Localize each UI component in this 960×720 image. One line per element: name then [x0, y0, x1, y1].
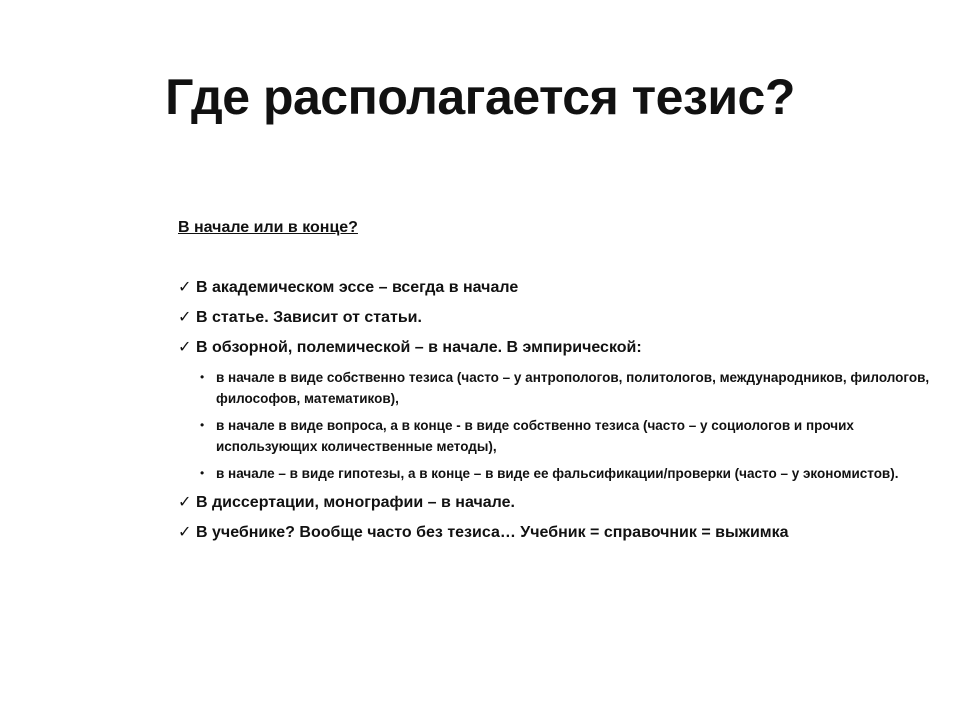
- checkmark-icon: ✓: [178, 339, 192, 356]
- slide-title: Где располагается тезис?: [165, 69, 795, 125]
- sub-list-item: [178, 415, 936, 457]
- list-item-text: В диссертации, монографии – в начале.: [196, 494, 515, 511]
- bullet-icon: •: [200, 418, 205, 432]
- bullet-list: [178, 277, 938, 544]
- slide-content: [178, 216, 938, 552]
- list-item-text: В статье. Зависит от статьи.: [196, 309, 422, 326]
- sub-list-item: [178, 463, 936, 484]
- sub-list-item-text: в начале в виде собственно тезиса (часто – у антропологов, политологов, международников, филологов, философов, математиков),: [216, 370, 930, 406]
- list-item-text: В учебнике? Вообще часто без тезиса… Учебник = справочник = выжимка: [196, 524, 789, 541]
- list-item-text: В академическом эссе – всегда в начале: [196, 279, 519, 296]
- sub-list-item: [178, 367, 936, 409]
- list-item: [178, 522, 938, 544]
- bullet-icon: •: [200, 370, 205, 384]
- sub-list-item-text: в начале – в виде гипотезы, а в конце – в виде ее фальсификации/проверки (часто – у экономистов).: [216, 466, 899, 481]
- slide-subtitle: В начале или в конце?: [178, 219, 358, 236]
- list-item: [178, 337, 938, 484]
- list-item: [178, 307, 938, 329]
- checkmark-icon: ✓: [178, 309, 192, 326]
- sub-list-item-text: в начале в виде вопроса, а в конце - в виде собственно тезиса (часто – у социологов и прочих использующих количественные методы),: [216, 418, 854, 454]
- bullet-icon: •: [200, 466, 205, 480]
- checkmark-icon: ✓: [178, 279, 192, 296]
- list-item-text: В обзорной, полемической – в начале. В эмпирической:: [196, 339, 642, 356]
- checkmark-icon: ✓: [178, 494, 192, 511]
- sub-bullet-list: [178, 367, 938, 484]
- list-item: [178, 492, 938, 514]
- checkmark-icon: ✓: [178, 524, 192, 541]
- list-item: [178, 277, 938, 299]
